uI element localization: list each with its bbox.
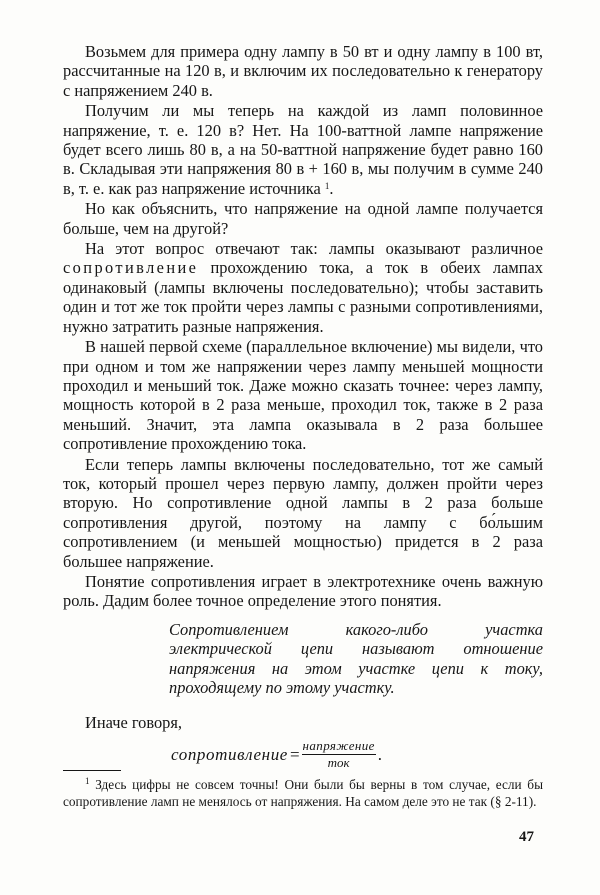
formula-denominator: ток xyxy=(327,754,350,770)
formula-numerator: напряжение xyxy=(302,737,375,753)
paragraph-2: Получим ли мы теперь на каждой из ламп половинное напряжение, т. е. 120 в? Нет. На 100-ваттной лампе напряжение будет всего лишь 80 в, а на 50-ваттной напряжение будет равно 160 в. Складывая эти напряжения 80 в + 160 в, мы получим в сумме 240 в, т. е. как раз напряжение источника $^1$. xyxy=(63,101,543,198)
definition-text: Сопротивлением какого-либо участка электрической цепи называют отношение напряжения на этом участке цепи к току, проходящему по этому участку. xyxy=(169,619,543,697)
formula-intro: Иначе говоря, xyxy=(85,713,183,733)
main-text xyxy=(63,42,543,770)
footnote-marker: 1 xyxy=(324,180,330,191)
paragraph-4: На этот вопрос отвечают так: лампы оказывают различное сопротивление прохождению тока, а ток в обеих лампах одинаковый (лампы включены последовательно); чтобы заставить один и тот же ток пройти через лампы с разными сопротивлениями, нужно затратить разные напряжения. xyxy=(63,239,543,336)
formula-lhs: сопротивление xyxy=(171,744,288,764)
paragraph-1: Возьмем для примера одну лампу в 50 вт и одну лампу в 100 вт, рассчитанные на 120 в, и включим их последовательно к генератору с напряжением 240 в. xyxy=(63,42,543,100)
paragraph-5: В нашей первой схеме (параллельное включение) мы видели, что при одном и том же напряжении через лампу меньшей мощности проходил и меньший ток. Даже можно сказать точнее: через лампу, мощность которой в 2 раза меньше, проходил ток, также в 2 раза меньший. Значит, эта лампа оказывала в 2 раза большее сопротивление прохождению тока. xyxy=(63,337,543,454)
paragraph-7: Понятие сопротивления играет в электротехнике очень важную роль. Дадим более точное определение этого понятия. xyxy=(63,571,543,611)
paragraph-6: Если теперь лампы включены последовательно, тот же самый ток, который прошел через первую лампу, должен пройти через вторую. Но сопротивление одной лампы в 2 раза больше сопротивления другой, поэтому на лампу с бо́льшим сопротивлением (и меньшей мощностью) придется в 2 раза большее напряжение. xyxy=(63,454,543,571)
spaced-emphasis: сопротивление xyxy=(63,258,199,278)
paragraph-3: Но как объяснить, что напряжение на одной лампе получается больше, чем на другой? xyxy=(63,199,543,238)
footnote-text: Здесь цифры не совсем точны! Они были бы верны в том случае, если бы сопротивление ламп не менялось от напряжения. На самом деле это не так (§ 2-11). xyxy=(63,777,544,809)
formula-fraction xyxy=(302,739,376,770)
footnote-number: 1 xyxy=(85,776,90,786)
footnote xyxy=(63,777,543,810)
page-number: 47 xyxy=(519,829,534,845)
formula-end: . xyxy=(377,744,383,764)
definition-block xyxy=(169,620,543,698)
resistance-formula xyxy=(171,739,543,770)
footnote-divider xyxy=(63,770,121,771)
formula-equals: = xyxy=(289,744,300,764)
